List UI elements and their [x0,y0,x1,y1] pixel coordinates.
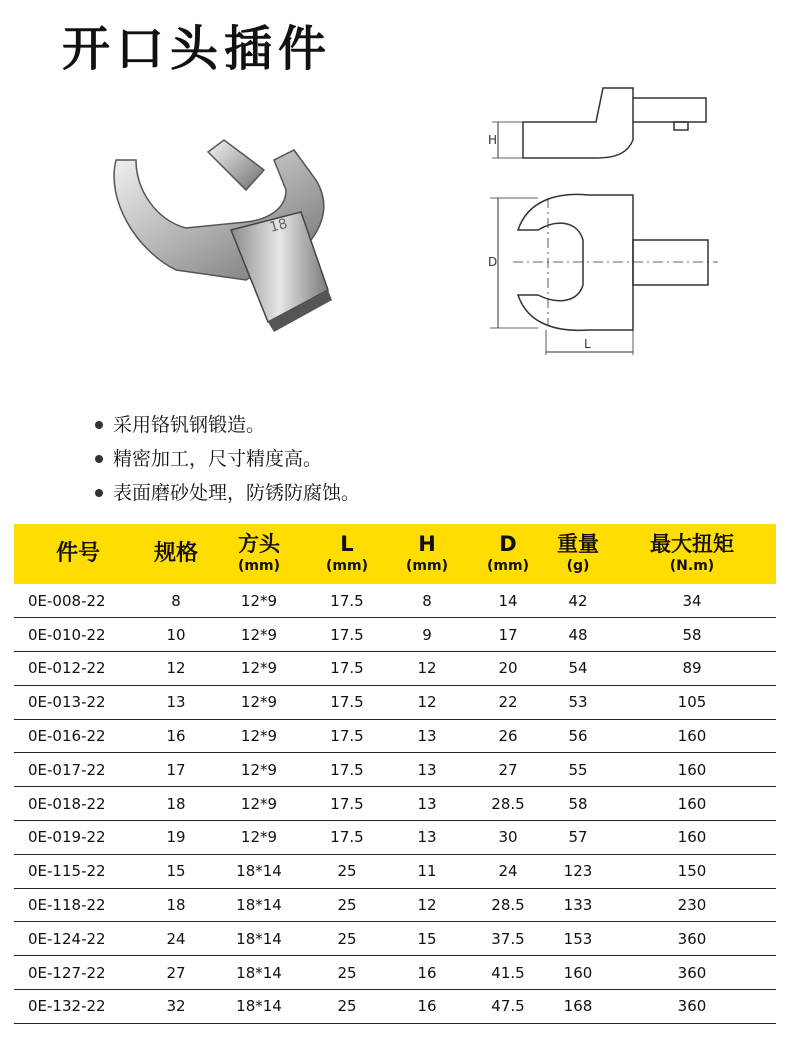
table-body [14,584,776,1023]
table-cell: 57 [568,828,588,847]
bullet-icon [95,489,103,497]
column-header: 规格 [153,540,198,566]
table-cell: 17.5 [330,625,364,644]
table-cell: 18 [166,896,186,915]
table-cell: 160 [563,963,593,982]
table-cell: 12*9 [240,828,278,847]
table-cell: 360 [677,929,707,948]
feature-item [95,476,360,510]
table-cell: 0E-115-22 [28,862,106,881]
table-row [14,719,776,753]
technical-drawing [478,80,728,370]
table-cell: 360 [677,963,707,982]
table-cell: 48 [568,625,588,644]
table-cell: 17 [166,760,186,779]
table-row [14,990,776,1024]
table-cell: 12*9 [240,727,278,746]
table-cell: 22 [498,693,518,712]
table-cell: 17 [498,625,518,644]
table-row [14,584,776,618]
table-cell: 160 [677,828,707,847]
table-cell: 18*14 [236,997,282,1016]
table-row [14,888,776,922]
table-cell: 17.5 [330,591,364,610]
table-cell: 14 [498,591,518,610]
table-cell: 160 [677,727,707,746]
table-cell: 30 [498,828,518,847]
table-cell: 12*9 [240,693,278,712]
table-cell: 55 [568,760,588,779]
table-cell: 58 [568,794,588,813]
table-cell: 0E-127-22 [28,963,106,982]
table-cell: 12*9 [240,760,278,779]
column-header: 件号 [55,540,100,566]
feature-item [95,442,360,476]
table-cell: 17.5 [330,760,364,779]
table-row [14,922,776,956]
table-cell: 12 [166,659,186,678]
table-cell: 13 [417,727,437,746]
feature-text: 采用铬钒钢锻造。 [113,414,266,436]
table-cell: 25 [337,862,357,881]
table-cell: 15 [166,862,186,881]
product-photo [96,120,356,340]
table-cell: 10 [166,625,186,644]
table-cell: 28.5 [491,896,525,915]
table-cell: 160 [677,760,707,779]
table-cell: 0E-132-22 [28,997,106,1016]
table-row [14,956,776,990]
table-cell: 0E-012-22 [28,659,106,678]
feature-item [95,408,360,442]
table-cell: 32 [166,997,186,1016]
column-header: 方头 (mm) [238,532,280,575]
table-cell: 28.5 [491,794,525,813]
table-cell: 17.5 [330,693,364,712]
dimension-d-label: D [488,255,498,269]
table-cell: 16 [417,963,437,982]
table-cell: 12 [417,896,437,915]
table-row [14,753,776,787]
table-cell: 25 [337,929,357,948]
table-cell: 58 [682,625,702,644]
table-cell: 53 [568,693,588,712]
table-cell: 16 [417,997,437,1016]
table-cell: 27 [166,963,186,982]
table-cell: 42 [568,591,588,610]
table-cell: 12*9 [240,794,278,813]
table-cell: 105 [677,693,707,712]
table-cell: 17.5 [330,727,364,746]
table-cell: 25 [337,997,357,1016]
table-cell: 12*9 [240,659,278,678]
feature-text: 精密加工，尺寸精度高。 [113,448,323,470]
table-cell: 17.5 [330,794,364,813]
table-cell: 18*14 [236,896,282,915]
table-cell: 360 [677,997,707,1016]
table-cell: 34 [682,591,702,610]
bullet-icon [95,421,103,429]
table-cell: 18*14 [236,929,282,948]
table-cell: 89 [682,659,702,678]
feature-text: 表面磨砂处理，防锈防腐蚀。 [113,482,361,504]
feature-list [95,408,360,510]
table-cell: 123 [563,862,593,881]
table-cell: 37.5 [491,929,525,948]
table-cell: 41.5 [491,963,525,982]
spec-table [14,524,776,1024]
table-cell: 12 [417,693,437,712]
table-cell: 230 [677,896,707,915]
table-cell: 0E-118-22 [28,896,106,915]
table-cell: 17.5 [330,828,364,847]
photo-size-marking: 18 [267,215,290,236]
column-header: 最大扭矩 (N.m) [650,532,734,575]
column-header: L (mm) [326,532,368,575]
table-cell: 24 [166,929,186,948]
table-header-row [14,524,776,584]
table-row [14,685,776,719]
table-cell: 0E-019-22 [28,828,106,847]
table-cell: 9 [422,625,432,644]
column-header: H (mm) [406,532,448,575]
table-cell: 13 [417,828,437,847]
table-cell: 160 [677,794,707,813]
column-header: D (mm) [487,532,529,575]
table-cell: 27 [498,760,518,779]
table-cell: 18*14 [236,963,282,982]
dimension-l-label: L [584,337,591,351]
table-cell: 0E-018-22 [28,794,106,813]
table-cell: 54 [568,659,588,678]
table-cell: 12*9 [240,591,278,610]
table-row [14,854,776,888]
dimension-h-label: H [488,133,498,147]
table-cell: 17.5 [330,659,364,678]
table-cell: 15 [417,929,437,948]
table-cell: 25 [337,896,357,915]
table-cell: 13 [166,693,186,712]
table-cell: 11 [417,862,437,881]
table-row [14,652,776,686]
table-cell: 13 [417,760,437,779]
table-cell: 0E-008-22 [28,591,106,610]
table-cell: 18*14 [236,862,282,881]
table-row [14,618,776,652]
bullet-icon [95,455,103,463]
table-cell: 26 [498,727,518,746]
table-cell: 8 [171,591,181,610]
table-row [14,787,776,821]
table-cell: 0E-010-22 [28,625,106,644]
table-cell: 19 [166,828,186,847]
table-cell: 0E-017-22 [28,760,106,779]
table-cell: 25 [337,963,357,982]
table-cell: 8 [422,591,432,610]
column-header: 重量 (g) [557,532,599,575]
table-cell: 0E-016-22 [28,727,106,746]
table-row [14,821,776,855]
table-cell: 47.5 [491,997,525,1016]
table-cell: 150 [677,862,707,881]
page-title: 开口头插件 [62,21,333,77]
table-cell: 18 [166,794,186,813]
table-cell: 0E-124-22 [28,929,106,948]
table-cell: 13 [417,794,437,813]
table-cell: 0E-013-22 [28,693,106,712]
table-cell: 24 [498,862,518,881]
table-cell: 168 [563,997,593,1016]
table-cell: 56 [568,727,588,746]
table-cell: 133 [563,896,593,915]
table-cell: 12 [417,659,437,678]
table-cell: 12*9 [240,625,278,644]
table-cell: 153 [563,929,593,948]
table-cell: 16 [166,727,186,746]
table-cell: 20 [498,659,518,678]
